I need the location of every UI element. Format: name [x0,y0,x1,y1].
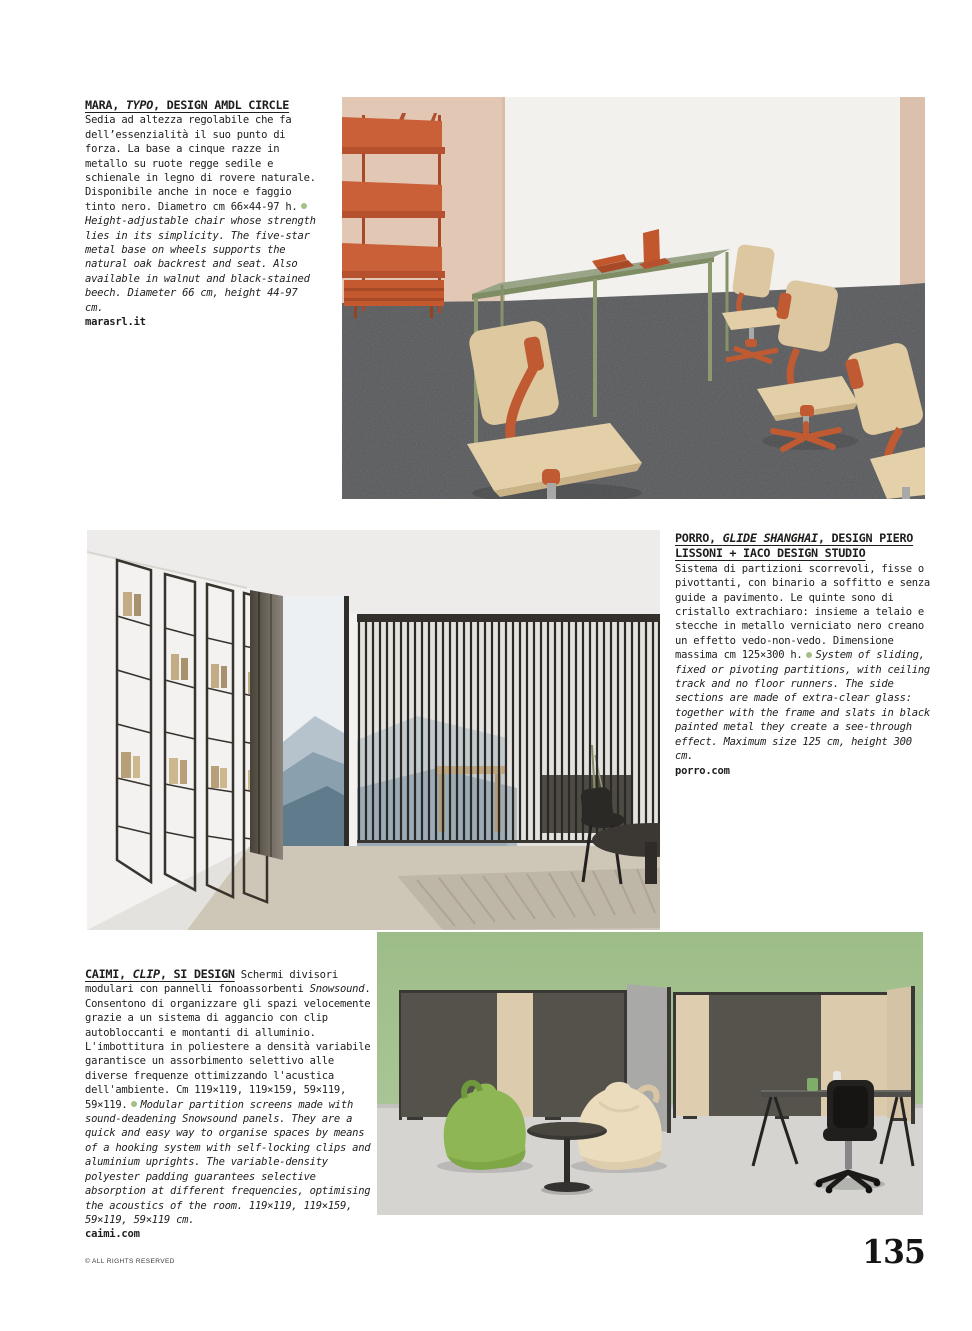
cup [807,1078,818,1091]
photo-porro-glide-shanghai [87,530,660,930]
designer-name: , DESIGN AMDL CIRCLE [153,98,290,112]
photo-mara-typo-canvas [342,97,925,499]
orange-shelving-unit [342,113,445,318]
product-description-caimi [85,967,378,1242]
product-url: porro.com [675,764,730,777]
product-url: marasrl.it [85,316,146,329]
model-name: GLIDE SHANGHAI [722,531,818,545]
description-italian-brand: Snowsound [309,983,365,996]
product-description-porro [675,562,933,778]
room-behind-partition [357,622,660,846]
description-italian: Sedia ad altezza regolabile che fa dell’essenzialità il suo punto di forza. La base a cinque razze in metallo su ruote regge sedile e schienale in legno di rovere naturale. Disponibile anche in noce e faggio tinto nero. Diametro cm 66×44-97 h. [85,114,316,213]
description-italian: Schermi divisori modulari con pannelli fonoassorbenti [85,969,338,996]
right-wall [900,97,925,287]
product-description-mara [85,113,318,329]
brand-name: CAIMI, [85,967,133,981]
product-block-caimi [85,967,378,1242]
mountain-view [283,596,349,846]
description-italian: Sistema di partizioni scorrevoli, fisse o pivottanti, con binario a soffitto e senza guide a pavimento. Le quinte sono di cristallo extrachiaro: insieme a telaio e stecche in metallo verniciato nero creano un effetto vedo-non-vedo. Dimensione massima cm 125×300 h. [675,562,931,662]
language-separator-bullet-icon [131,1101,137,1107]
photo-caimi-clip-screens [377,932,923,1215]
brand-name: PORRO, [675,531,723,545]
brand-name: MARA, [85,98,126,112]
model-name: CLIP [132,967,160,981]
product-header-porro [675,531,933,562]
photo-caimi-canvas [377,932,923,1215]
copyright-notice: © ALL RIGHTS RESERVED [85,1258,175,1265]
model-name: TYPO [125,98,154,112]
product-block-porro [675,531,933,778]
product-url: caimi.com [85,1228,140,1241]
description-italian-cont: . Consentono di organizzare gli spazi velocemente grazie a un sistema di aggancio con clip autobloccanti e montanti di alluminio. L'imbottitura in poliestere a densità variabile garantisce un assorbimento selettivo alle diverse frequenze ottimizzando l'acustica dell'ambiente. Cm 119×119, 119×159, 59×119, 59×119. [85,983,371,1111]
description-english: Modular partition screens made with sound-deadening Snowsound panels. They are a quick and easy way to organise spaces by means of a hooking system with self-locking clips and aluminium uprights. The variable-density polyester padding guarantees selective absorption at different frequencies, optimising the acoustics of the room. 119×119, 119×159, 59×119, 59×119 cm. [85,1098,371,1226]
language-separator-bullet-icon [806,652,812,658]
language-separator-bullet-icon [301,203,307,209]
photo-mara-typo-office [342,97,925,499]
description-english: Height-adjustable chair whose strength lies in its simplicity. The five-star metal base on wheels supports the natural oak backrest and seat. Also available in walnut and black-stained beech. Diameter 66 cm, height 44-97 cm. [85,215,316,314]
product-header-mara [85,98,318,113]
description-english: System of sliding, fixed or pivoting partitions, with ceiling track and no floor runners. The side sections are made of extra-clear glass: together with the frame and slats in black painted metal they create a see-through effect. Maximum size 125 cm, height 300 cm. [675,649,931,763]
dark-curtain [250,590,283,860]
designer-name: , DESIGN PIERO LISSONI + IACO DESIGN STUDIO [675,531,914,561]
designer-name: , SI DESIGN [159,967,235,981]
page-number: 135 [862,1232,925,1271]
photo-porro-canvas [87,530,660,930]
product-block-mara [85,98,318,330]
